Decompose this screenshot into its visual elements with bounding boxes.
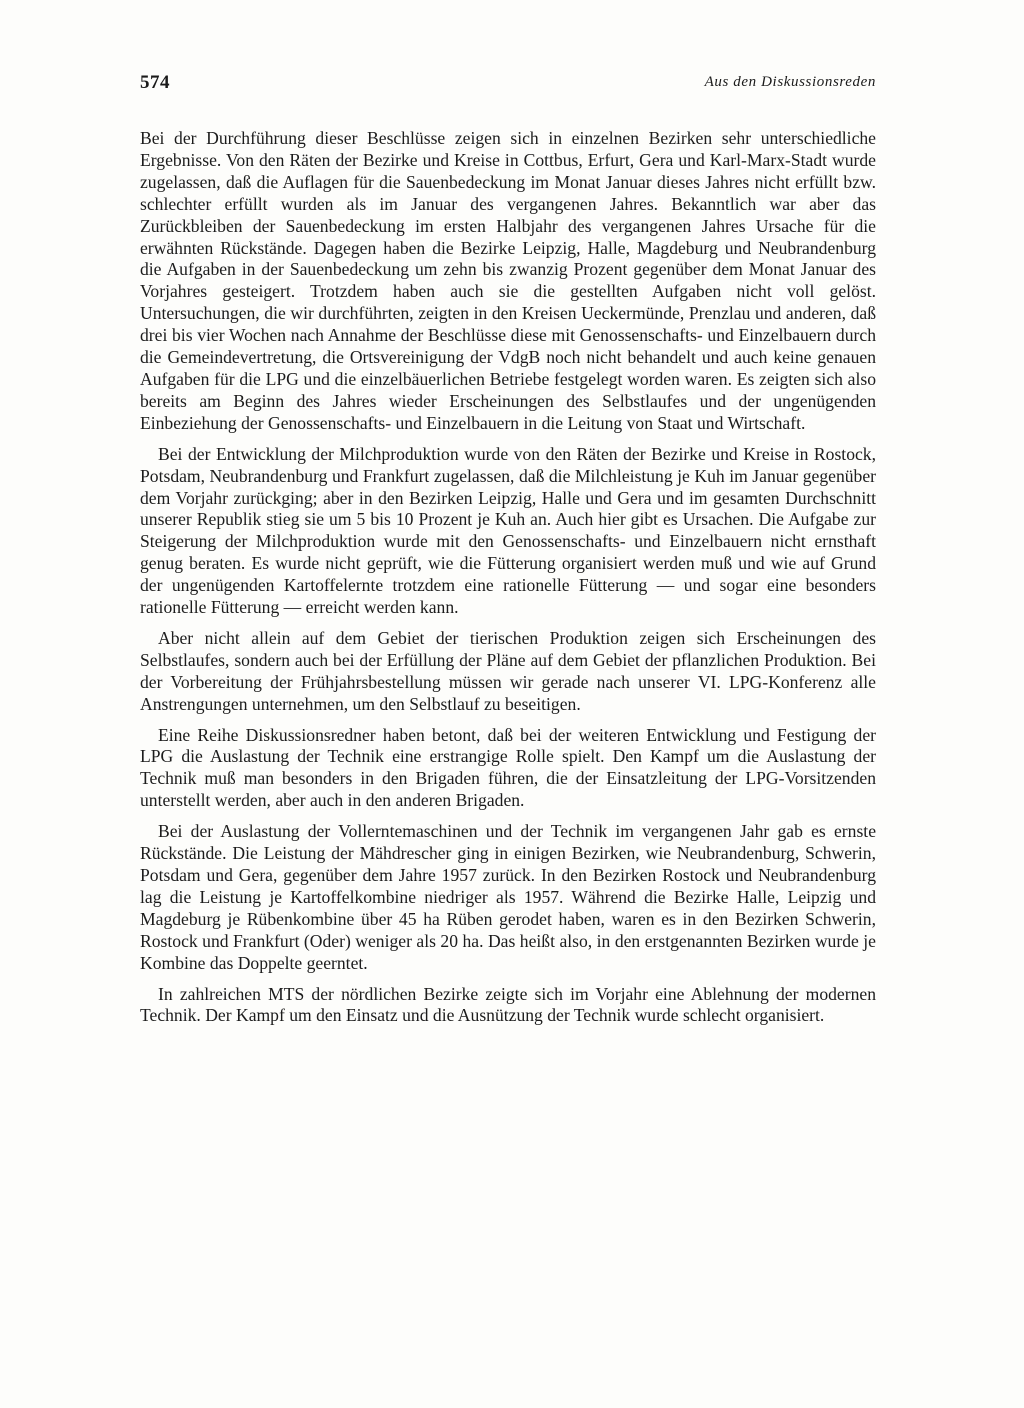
page-number: 574	[140, 72, 170, 93]
paragraph: Eine Reihe Diskussionsredner haben betont, daß bei der weiteren Entwicklung und Festigung der LPG die Auslastung der Technik eine erstrangige Rolle spielt. Den Kampf um die Auslastung der Technik muß man besonders in den Brigaden führen, die der Einsatzleitung der LPG-Vorsitzenden unterstellt werden, aber auch in den anderen Brigaden.	[140, 724, 876, 811]
page-header	[140, 72, 876, 98]
paragraph: Bei der Durchführung dieser Beschlüsse zeigen sich in einzelnen Bezirken sehr unterschiedliche Ergebnisse. Von den Räten der Bezirke und Kreise in Cottbus, Erfurt, Gera und Karl-Marx-Stadt wurde zugelassen, daß die Auflagen für die Sauenbedeckung im Monat Januar dieses Jahres nicht erfüllt bzw. schlechter erfüllt wurden als im Januar des vergangenen Jahres. Bekanntlich war aber das Zurückbleiben der Sauenbedeckung im ersten Halbjahr des vergangenen Jahres Ursache für die erwähnten Rückstände. Dagegen haben die Bezirke Leipzig, Halle, Magdeburg und Neubrandenburg die Aufgaben in der Sauenbedeckung um zehn bis zwanzig Prozent gegenüber dem Monat Januar des Vorjahres gesteigert. Trotzdem haben auch sie die gestellten Aufgaben nicht voll gelöst. Untersuchungen, die wir durchführten, zeigten in den Kreisen Ueckermünde, Prenzlau und anderen, daß drei bis vier Wochen nach Annahme der Beschlüsse diese mit Genossenschafts- und Einzelbauern durch die Gemeindevertretung, die Ortsvereinigung der VdgB noch nicht behandelt und auch keine genauen Aufgaben für die LPG und die einzelbäuerlichen Betriebe festgelegt worden waren. Es zeigten sich also bereits am Beginn des Jahres wieder Erscheinungen des Selbstlaufes und der ungenügenden Einbeziehung der Genossenschafts- und Einzelbauern in die Leitung von Staat und Wirtschaft.	[140, 128, 876, 433]
paragraph: In zahlreichen MTS der nördlichen Bezirke zeigte sich im Vorjahr eine Ablehnung der modernen Technik. Der Kampf um den Einsatz und die Ausnützung der Technik wurde schlecht organisiert.	[140, 983, 876, 1026]
paragraph: Bei der Auslastung der Vollerntemaschinen und der Technik im vergangenen Jahr gab es ernste Rückstände. Die Leistung der Mähdrescher ging in einigen Bezirken, wie Neubrandenburg, Schwerin, Potsdam und Gera, gegenüber dem Jahre 1957 zurück. In den Bezirken Rostock und Neubrandenburg lag die Leistung je Kartoffelkombine niedriger als 1957. Während die Bezirke Halle, Leipzig und Magdeburg je Rübenkombine über 45 ha Rüben gerodet haben, waren es in den Bezirken Schwerin, Rostock und Frankfurt (Oder) weniger als 20 ha. Das heißt also, in den erstgenannten Bezirken wurde je Kombine das Doppelte geerntet.	[140, 821, 876, 973]
body-text	[140, 128, 876, 1027]
running-head: Aus den Diskussionsreden	[704, 74, 876, 90]
paragraph: Bei der Entwicklung der Milchproduktion wurde von den Räten der Bezirke und Kreise in Rostock, Potsdam, Neubrandenburg und Frankfurt zugelassen, daß die Milchleistung je Kuh im Januar gegenüber dem Vorjahr zurückging; aber in den Bezirken Leipzig, Halle und Gera und im gesamten Durchschnitt unserer Republik stieg sie um 5 bis 10 Prozent je Kuh an. Auch hier gibt es Ursachen. Die Aufgabe zur Steigerung der Milchproduktion wurde mit den Genossenschafts- und Einzelbauern nicht ernsthaft genug beraten. Es wurde nicht geprüft, wie die Fütterung organisiert werden muß und wie auf Grund der ungenügenden Kartoffelernte trotzdem eine rationelle Fütterung — und sogar eine besonders rationelle Fütterung — erreicht werden kann.	[140, 443, 876, 618]
paragraph: Aber nicht allein auf dem Gebiet der tierischen Produktion zeigen sich Erscheinungen des Selbstlaufes, sondern auch bei der Erfüllung der Pläne auf dem Gebiet der pflanzlichen Produktion. Bei der Vorbereitung der Frühjahrsbestellung müssen wir gerade nach unserer VI. LPG-Konferenz alle Anstrengungen unternehmen, um den Selbstlauf zu beseitigen.	[140, 627, 876, 714]
